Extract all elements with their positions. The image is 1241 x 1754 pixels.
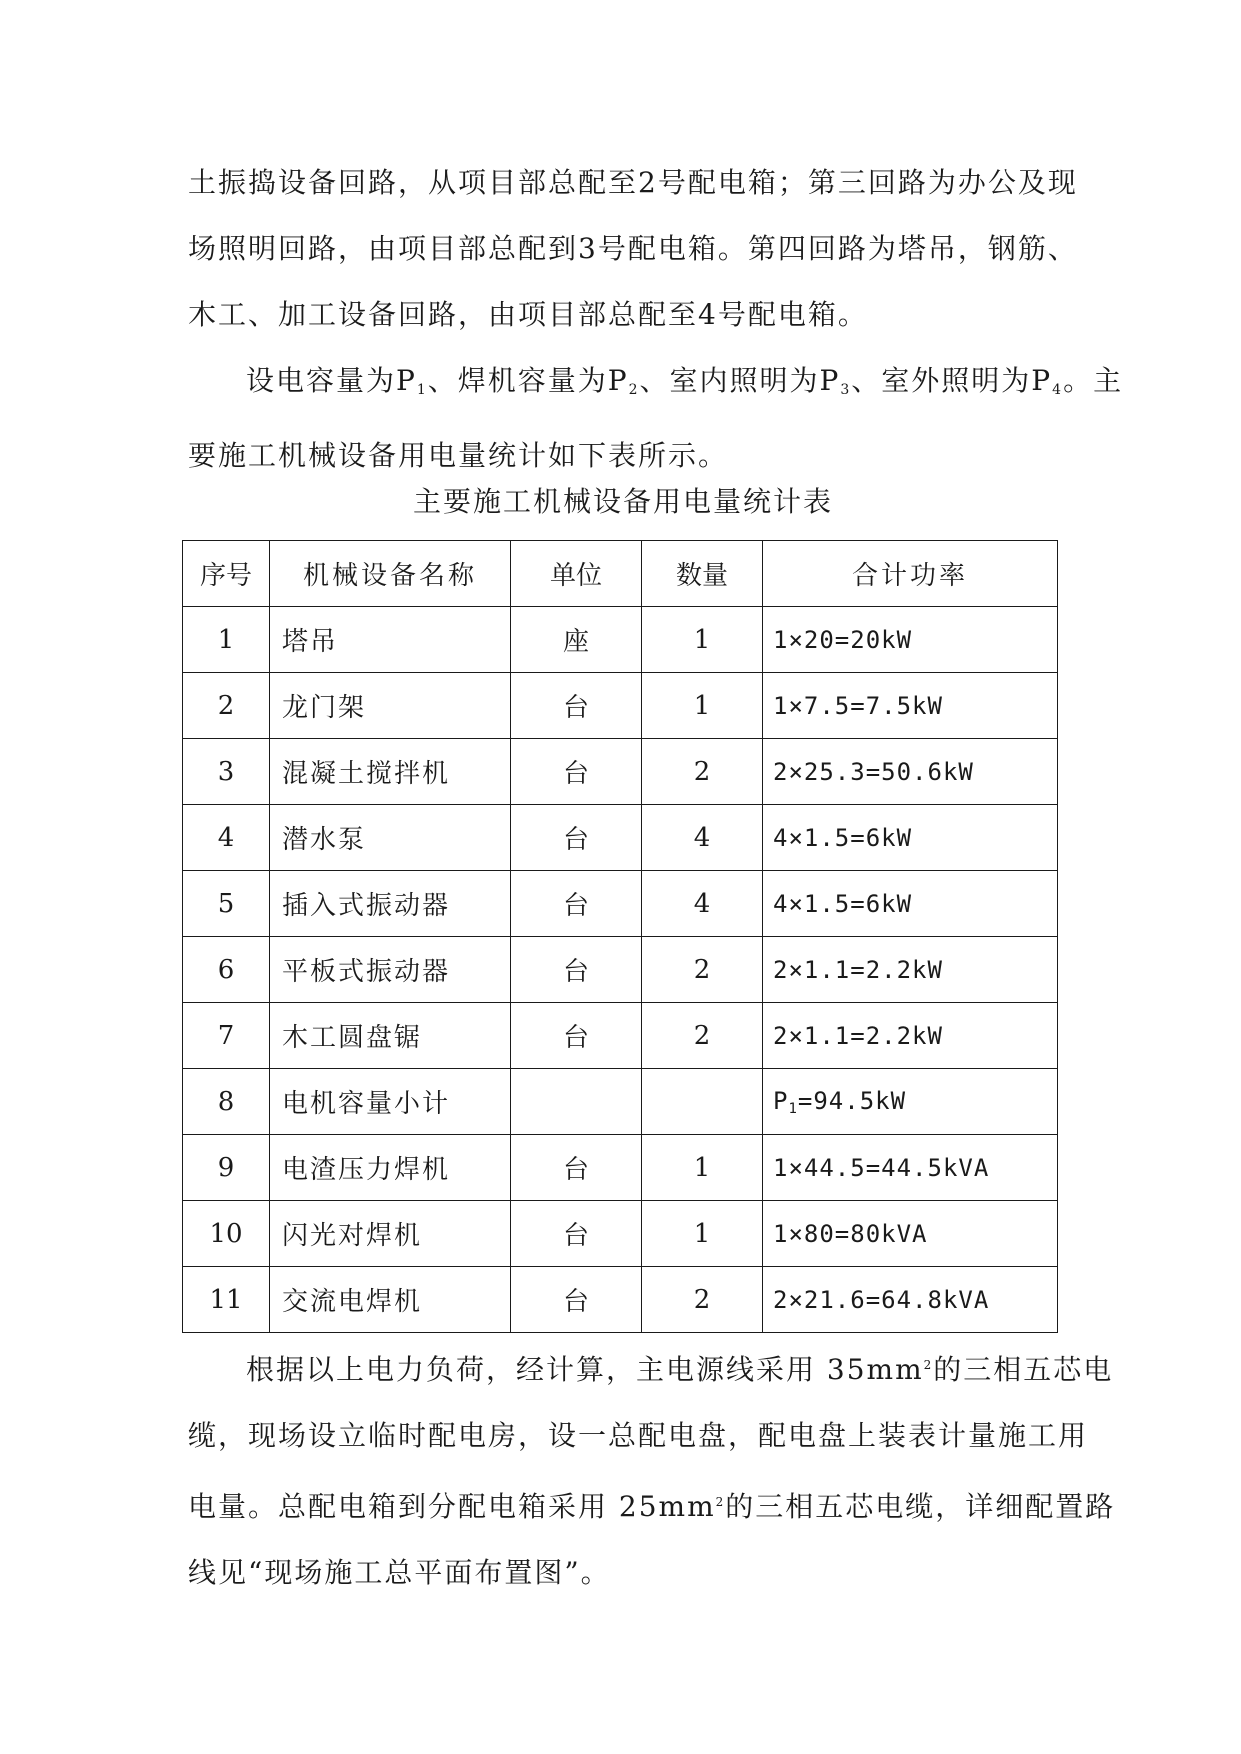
cell-no: 2 (183, 673, 270, 739)
capacity-text: 。主 (1063, 364, 1124, 397)
table-row (183, 607, 1058, 673)
cell-name: 交流电焊机 (270, 1267, 511, 1333)
cell-qty: 4 (642, 805, 763, 871)
cell-no: 6 (183, 937, 270, 1003)
superscript: 2 (923, 1358, 934, 1372)
cell-no: 10 (183, 1201, 270, 1267)
table-row (183, 1003, 1058, 1069)
cell-power: 2×21.6=64.8kVA (763, 1267, 1058, 1333)
cell-no: 1 (183, 607, 270, 673)
cell-name: 塔吊 (270, 607, 511, 673)
cell-qty: 4 (642, 871, 763, 937)
cell-no: 5 (183, 871, 270, 937)
cell-unit: 台 (511, 937, 642, 1003)
subscript: 2 (628, 382, 640, 398)
cell-name: 木工圆盘锯 (270, 1003, 511, 1069)
conclusion-line-4: 线见“现场施工总平面布置图”。 (188, 1556, 611, 1589)
cell-no: 7 (183, 1003, 270, 1069)
cell-power: 2×1.1=2.2kW (763, 937, 1058, 1003)
cell-no: 3 (183, 739, 270, 805)
cell-name: 电机容量小计 (270, 1069, 511, 1135)
table-row (183, 1267, 1058, 1333)
cell-qty: 1 (642, 673, 763, 739)
conclusion-line-1 (188, 1332, 1114, 1403)
cell-power: 1×20=20kW (763, 607, 1058, 673)
cell-unit: 台 (511, 1267, 642, 1333)
cell-power: 4×1.5=6kW (763, 871, 1058, 937)
header-qty: 数量 (642, 541, 763, 607)
subscript: 4 (1052, 382, 1064, 398)
cell-no: 8 (183, 1069, 270, 1135)
cell-power: 1×44.5=44.5kVA (763, 1135, 1058, 1201)
cell-unit: 台 (511, 1003, 642, 1069)
header-unit: 单位 (511, 541, 642, 607)
capacity-paragraph-line-2: 要施工机械设备用电量统计如下表所示。 (188, 439, 729, 472)
cell-power: 4×1.5=6kW (763, 805, 1058, 871)
cell-qty: 2 (642, 937, 763, 1003)
capacity-text: 、室外照明为P (851, 364, 1053, 397)
table-row (183, 739, 1058, 805)
capacity-text: 设电容量为P (246, 364, 417, 397)
intro-line: 土振捣设备回路，从项目部总配至2号配电箱；第三回路为办公及现 (188, 166, 1078, 199)
cell-name: 潜水泵 (270, 805, 511, 871)
equipment-table (182, 540, 1058, 1333)
cell-no: 4 (183, 805, 270, 871)
cell-unit: 台 (511, 1201, 642, 1267)
intro-line: 场照明回路，由项目部总配到3号配电箱。第四回路为塔吊，钢筋、 (188, 232, 1078, 265)
cell-qty (642, 1069, 763, 1135)
intro-section (188, 150, 1124, 489)
header-no: 序号 (183, 541, 270, 607)
cell-name: 闪光对焊机 (270, 1201, 511, 1267)
conclusion-line-2: 缆，现场设立临时配电房，设一总配电盘，配电盘上装表计量施工用 (188, 1419, 1089, 1452)
conclusion-text: 根据以上电力负荷，经计算，主电源线采用 35mm (246, 1353, 924, 1386)
cell-unit: 台 (511, 1135, 642, 1201)
cell-qty: 2 (642, 1003, 763, 1069)
cell-unit: 台 (511, 673, 642, 739)
table-title: 主要施工机械设备用电量统计表 (412, 485, 833, 518)
cell-unit: 台 (511, 871, 642, 937)
table-row (183, 871, 1058, 937)
capacity-paragraph-line-1 (188, 348, 1124, 423)
cell-no: 11 (183, 1267, 270, 1333)
cell-no: 9 (183, 1135, 270, 1201)
subscript: 1 (788, 1100, 798, 1117)
capacity-text: 、室内照明为P (639, 364, 841, 397)
cell-qty: 2 (642, 739, 763, 805)
intro-line: 木工、加工设备回路，由项目部总配至4号配电箱。 (188, 298, 868, 331)
cell-unit: 座 (511, 607, 642, 673)
subscript: 3 (840, 382, 852, 398)
cell-power: 1×80=80kVA (763, 1201, 1058, 1267)
table-row (183, 805, 1058, 871)
power-value: =94.5kW (797, 1086, 907, 1115)
cell-power: 1×7.5=7.5kW (763, 673, 1058, 739)
header-name: 机械设备名称 (270, 541, 511, 607)
conclusion-section (188, 1332, 1116, 1606)
cell-name: 龙门架 (270, 673, 511, 739)
conclusion-text: 的三相五芯电缆，详细配置路 (725, 1490, 1116, 1523)
conclusion-line-3 (188, 1469, 1116, 1540)
table-row (183, 937, 1058, 1003)
cell-power (763, 1069, 1058, 1135)
conclusion-text: 的三相五芯电 (933, 1353, 1114, 1386)
cell-unit (511, 1069, 642, 1135)
table-row (183, 673, 1058, 739)
cell-qty: 2 (642, 1267, 763, 1333)
cell-unit: 台 (511, 805, 642, 871)
table-row (183, 1201, 1058, 1267)
cell-power: 2×25.3=50.6kW (763, 739, 1058, 805)
table-row (183, 1069, 1058, 1135)
cell-unit: 台 (511, 739, 642, 805)
cell-name: 电渣压力焊机 (270, 1135, 511, 1201)
cell-name: 混凝土搅拌机 (270, 739, 511, 805)
power-prefix: P (773, 1086, 789, 1115)
subscript: 1 (416, 382, 428, 398)
cell-name: 平板式振动器 (270, 937, 511, 1003)
cell-qty: 1 (642, 607, 763, 673)
cell-qty: 1 (642, 1135, 763, 1201)
capacity-text: 、焊机容量为P (427, 364, 629, 397)
cell-qty: 1 (642, 1201, 763, 1267)
header-power: 合计功率 (763, 541, 1058, 607)
table-row (183, 1135, 1058, 1201)
superscript: 2 (715, 1495, 726, 1509)
cell-power: 2×1.1=2.2kW (763, 1003, 1058, 1069)
table-header-row (183, 541, 1058, 607)
conclusion-text: 电量。总配电箱到分配电箱采用 25mm (188, 1490, 716, 1523)
cell-name: 插入式振动器 (270, 871, 511, 937)
